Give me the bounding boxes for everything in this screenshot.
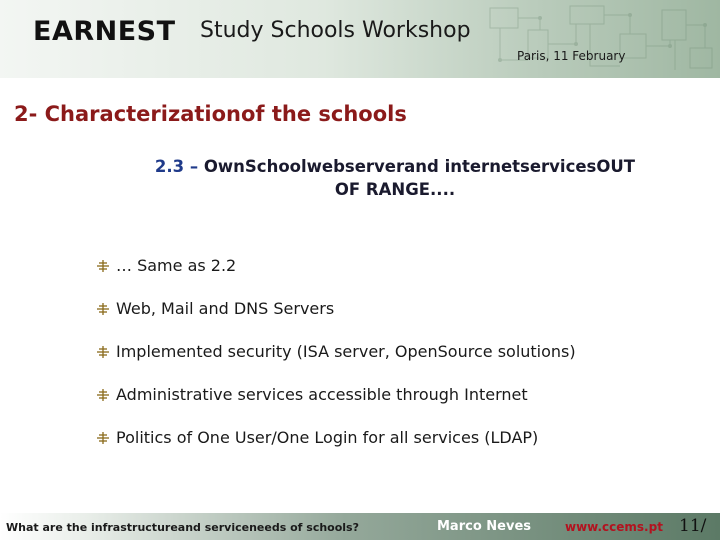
bullet-item — [96, 373, 696, 416]
subtitle-number: 2.3 – — [154, 157, 199, 176]
bullet-list — [96, 244, 696, 459]
bullet-item — [96, 287, 696, 330]
bullet-text: Implemented security (ISA server, OpenSource solutions) — [116, 342, 576, 361]
workshop-title: Study Schools Workshop — [200, 18, 471, 43]
slide-footer — [0, 513, 720, 540]
slide-header — [0, 0, 720, 78]
subtitle-line-1 — [95, 155, 695, 178]
crosshair-bullet-icon — [96, 345, 110, 359]
subtitle-text-line2: OF RANGE.... — [334, 180, 456, 199]
subtitle-text-line1: OwnSchoolwebserverand internetservicesOUT — [203, 157, 636, 176]
footer-question: What are the infrastructureand serviceneeds of schools? — [6, 521, 359, 534]
slide-subtitle — [95, 155, 695, 201]
bullet-text: … Same as 2.2 — [116, 256, 237, 275]
footer-author: Marco Neves — [437, 519, 532, 534]
bullet-item — [96, 416, 696, 459]
bullet-text: Politics of One User/One Login for all services (LDAP) — [116, 428, 539, 447]
bullet-item — [96, 330, 696, 373]
event-date: Paris, 11 February — [517, 49, 626, 63]
page-number: 11/ — [679, 516, 707, 536]
bullet-text: Web, Mail and DNS Servers — [116, 299, 335, 318]
crosshair-bullet-icon — [96, 302, 110, 316]
brand-name: EARNEST — [33, 16, 176, 47]
section-title: 2- Characterizationof the schools — [14, 102, 407, 126]
crosshair-bullet-icon — [96, 259, 110, 273]
crosshair-bullet-icon — [96, 388, 110, 402]
crosshair-bullet-icon — [96, 431, 110, 445]
circuit-pattern-decoration — [480, 0, 720, 78]
bullet-item — [96, 244, 696, 287]
footer-url[interactable]: www.ccems.pt — [565, 520, 663, 534]
bullet-text: Administrative services accessible through Internet — [116, 385, 528, 404]
